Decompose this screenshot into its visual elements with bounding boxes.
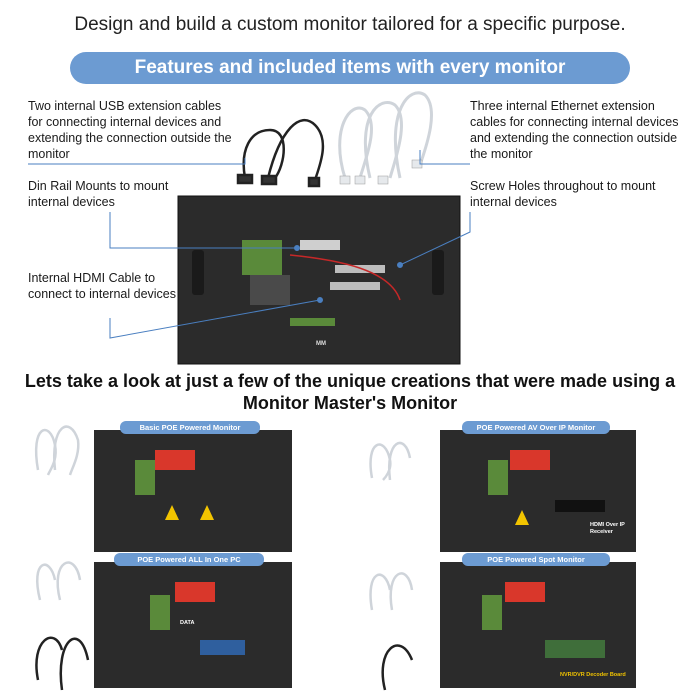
ethernet-cable-callout: Three internal Ethernet extension cables for connecting internal devices and extending the connection outside the monitor bbox=[470, 99, 679, 161]
monitor-logo: MM bbox=[316, 341, 326, 347]
features-banner: Features and included items with every monitor bbox=[70, 52, 630, 84]
creation-1-image bbox=[94, 430, 292, 552]
section-title: Lets take a look at just a few of the unique creations that were made using a Monitor Master's Monitor bbox=[24, 371, 676, 413]
creation-4-title: POE Powered Spot Monitor bbox=[462, 553, 610, 566]
usb-cables-image bbox=[238, 120, 323, 186]
headline: Design and build a custom monitor tailored for a specific purpose. bbox=[74, 14, 626, 35]
creation-2-title: POE Powered AV Over IP Monitor bbox=[462, 421, 610, 434]
creation-3-tag: DATA bbox=[180, 620, 195, 626]
ethernet-plugs bbox=[340, 160, 422, 184]
creation-4-tag: NVR/DVR Decoder Board bbox=[560, 672, 626, 678]
hdmi-cable-callout: Internal HDMI Cable to connect to internal devices bbox=[28, 271, 177, 301]
screw-holes-callout: Screw Holes throughout to mount internal devices bbox=[470, 179, 656, 209]
creation-4-image bbox=[440, 562, 636, 688]
creation-3-title: POE Powered ALL In One PC bbox=[114, 553, 264, 566]
creation-1-title: Basic POE Powered Monitor bbox=[120, 421, 260, 434]
creation-2-tag: HDMI Over IP Receiver bbox=[590, 522, 625, 535]
din-rail-callout: Din Rail Mounts to mount internal devices bbox=[28, 179, 169, 209]
monitor-back-panel bbox=[178, 196, 460, 364]
usb-cable-callout: Two internal USB extension cables for connecting internal devices and extending the connection outside the monitor bbox=[28, 99, 232, 161]
